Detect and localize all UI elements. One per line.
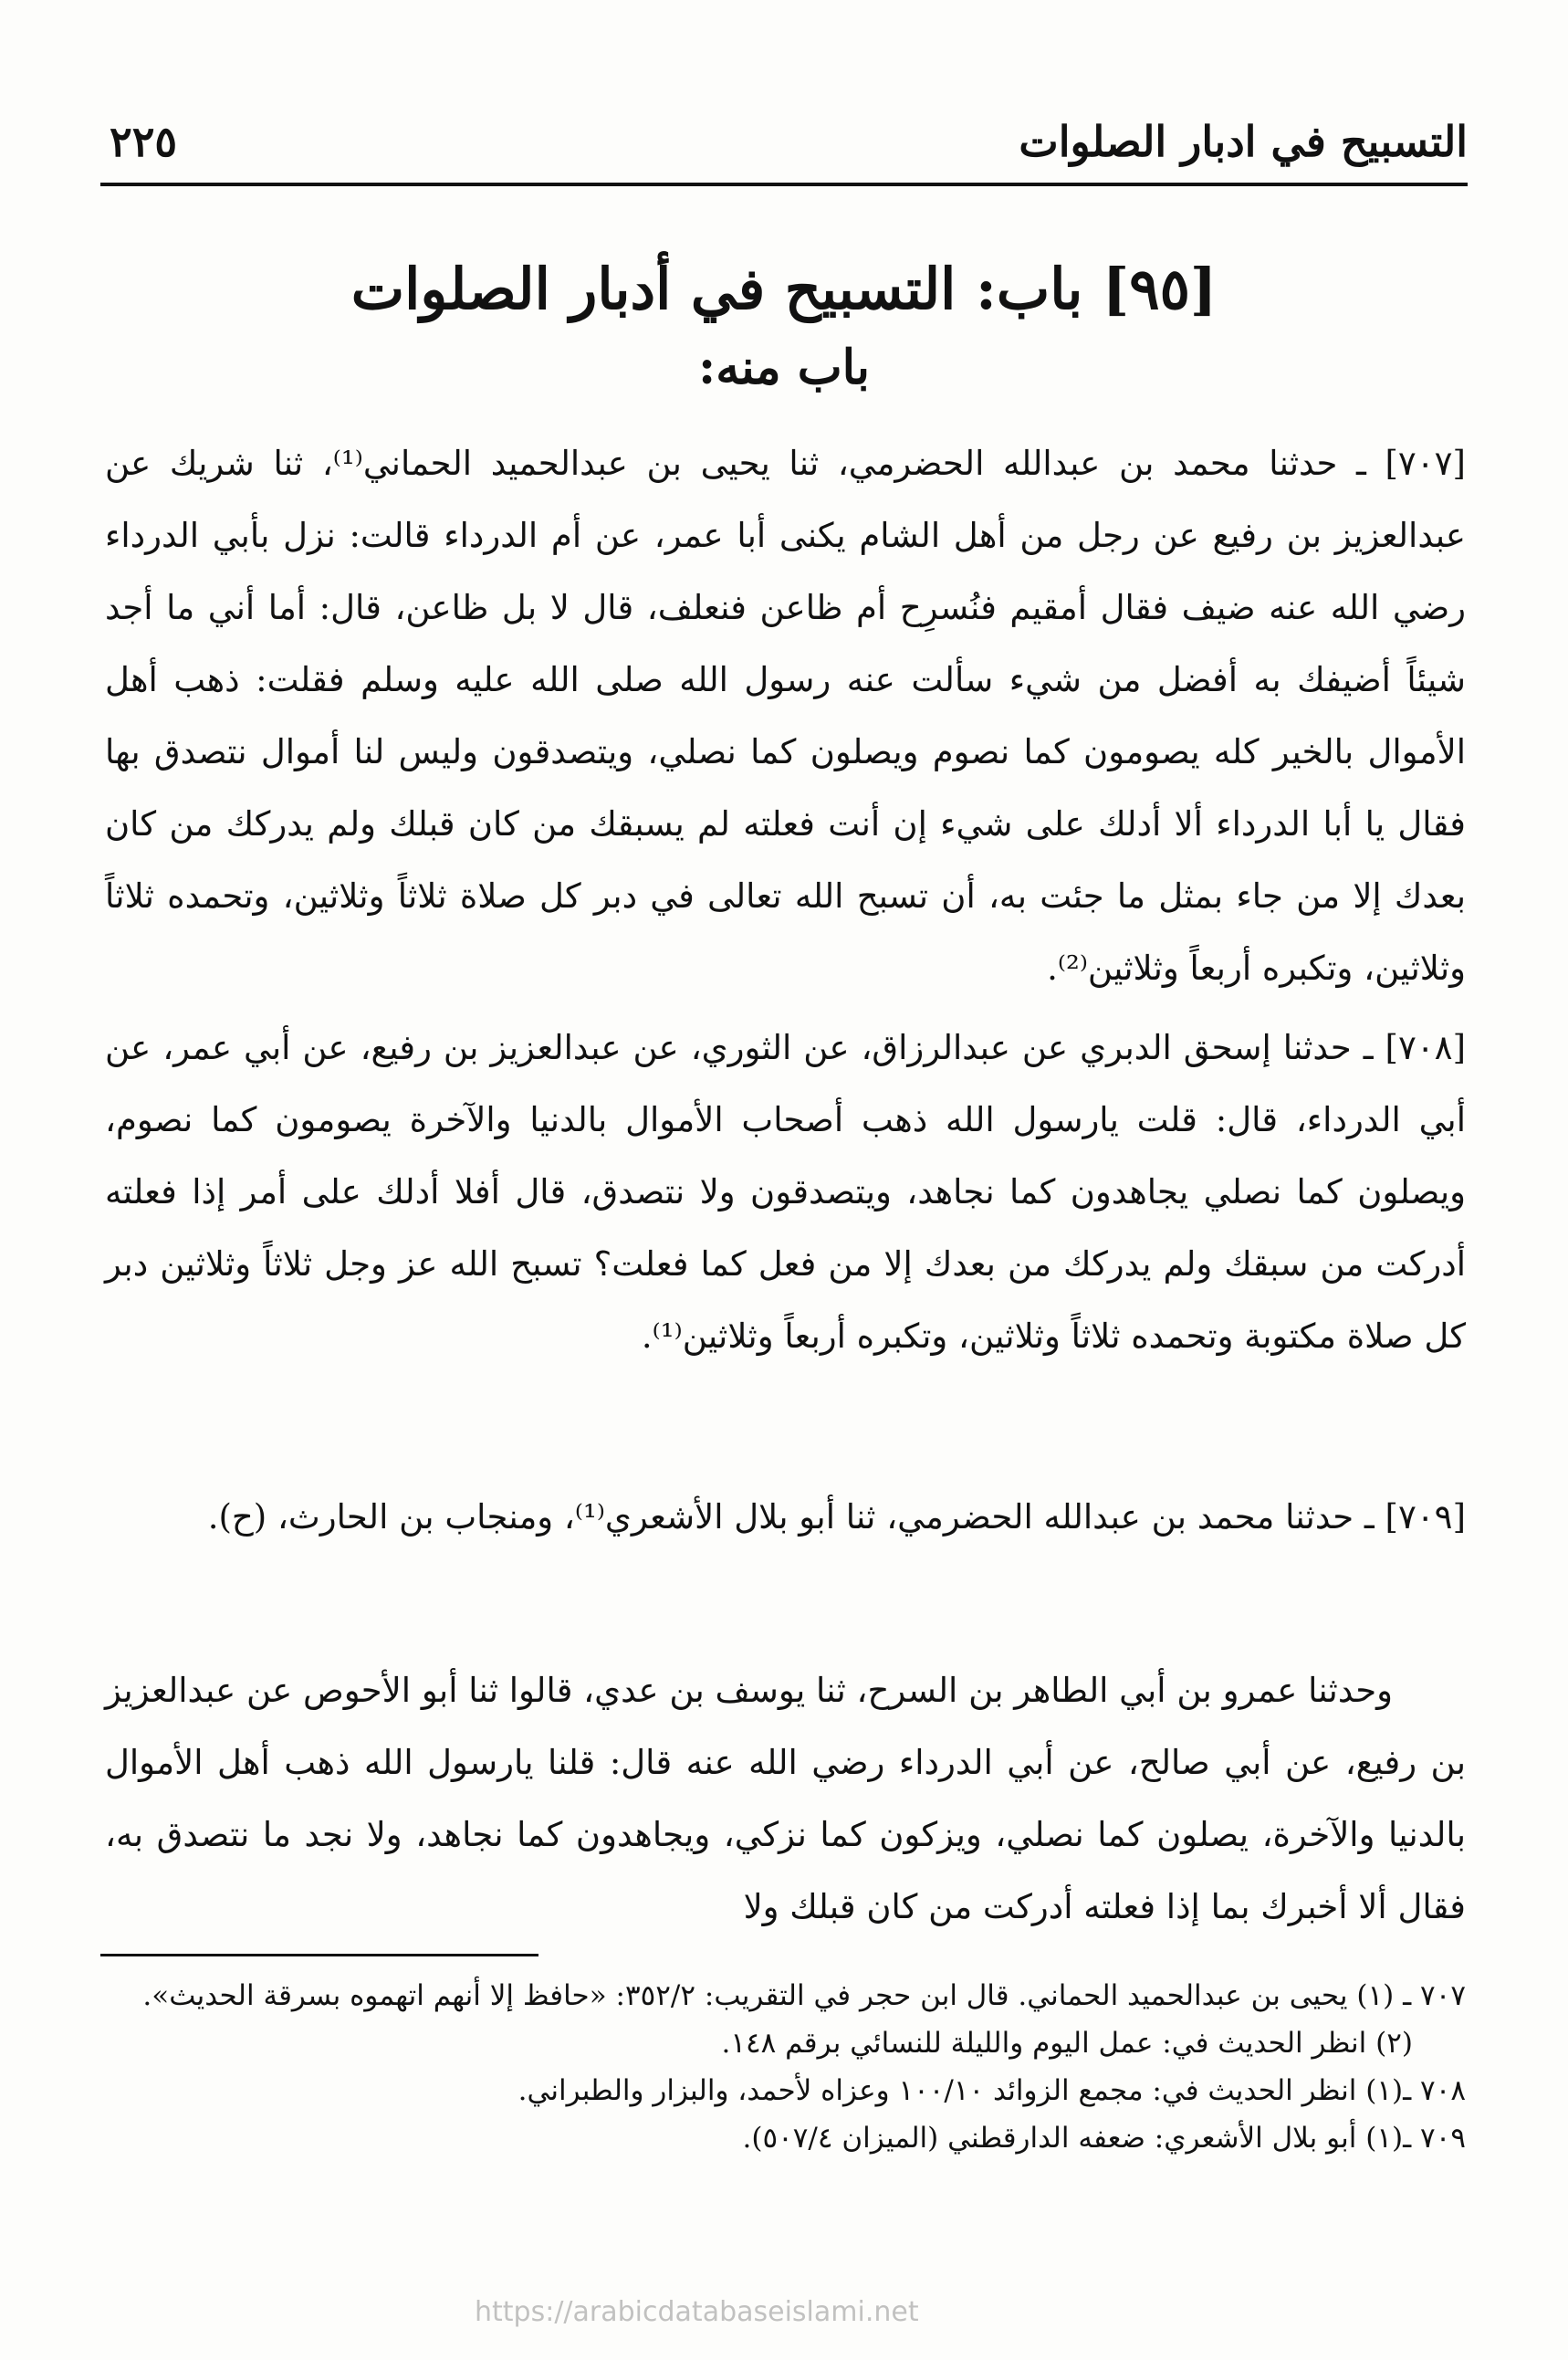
hadith-number: [٧٠٨]: [1385, 1028, 1466, 1067]
running-title: التسبيح في ادبار الصلوات: [1019, 117, 1468, 166]
footnote-divider: [100, 1954, 538, 1956]
hadith-709: [105, 1481, 1466, 1553]
running-header: [100, 110, 1468, 186]
footnote-707-1: ٧٠٧ ـ (١) يحيى بن عبدالحميد الحماني. قال ابن حجر في التقريب: ٣٥٢/٢: «حافظ إلا أنهم اتهموه بسرقة الحديث».: [142, 1979, 1466, 2012]
chapter-title: [٩٥] باب: التسبيح في أدبار الصلوات: [350, 256, 1218, 322]
hadith-707: [105, 427, 1466, 1004]
page-number: ٢٢٥: [110, 117, 178, 166]
hadith-number: [٧٠٧]: [1385, 444, 1466, 483]
hadith-text: ـ حدثنا إسحق الدبري عن عبدالرزاق، عن الثوري، عن عبدالعزيز بن رفيع، عن أبي عمر، عن أبي الدرداء، قال: قلت يارسول الله ذهب أصحاب الأموال بالدنيا والآخرة يصومون كما نصوم، ويصلون كما نصلي يجاهدون كما نجاهد، ويتصدقون ولا نتصدق، قال أفلا أدلك على أمر إذا فعلته أدركت من سبقك ولم يدركك من بعدك إلا من فعل كما فعلت؟ تسبح الله عز وجل ثلاثاً وثلاثين دبر كل صلاة مكتوبة وتحمده ثلاثاً وثلاثين، وتكبره أربعاً وثلاثين⁽¹⁾.: [105, 1028, 1466, 1356]
hadith-number: [٧٠٩]: [1385, 1497, 1466, 1537]
hadith-709-continuation: وحدثنا عمرو بن أبي الطاهر بن السرح، ثنا يوسف بن عدي، قالوا ثنا أبو الأحوص عن عبدالعزيز بن رفيع، عن أبي صالح، عن أبي الدرداء رضي الله عنه قال: قلنا يارسول الله ذهب أهل الأموال بالدنيا والآخرة، يصلون كما نصلي، ويزكون كما نزكي، ويجاهدون كما نجاهد، ولا نجد ما نتصدق به، فقال ألا أخبرك بما إذا فعلته أدركت من كان قبلك ولا: [105, 1671, 1466, 1926]
hadith-text: ـ حدثنا محمد بن عبدالله الحضرمي، ثنا أبو بلال الأشعري⁽¹⁾، ومنجاب بن الحارث، (ح).: [207, 1497, 1385, 1537]
footnote-709-1: ٧٠٩ ـ(١) أبو بلال الأشعري: ضعفه الدارقطني (الميزان ٥٠٧/٤).: [742, 2122, 1466, 2155]
footnote-707-2: (٢) انظر الحديث في: عمل اليوم والليلة للنسائي برقم ١٤٨.: [721, 2027, 1413, 2060]
watermark: https://arabicdatabaseislami.net: [475, 2296, 919, 2328]
hadith-708: [105, 1012, 1466, 1372]
chapter-subtitle: باب منه:: [698, 340, 870, 395]
footnotes: [102, 1972, 1466, 2162]
hadith-text: ـ حدثنا محمد بن عبدالله الحضرمي، ثنا يحيى بن عبدالحميد الحماني⁽¹⁾، ثنا شريك عن عبدالعزيز بن رفيع عن رجل من أهل الشام يكنى أبا عمر، عن أم الدرداء قالت: نزل بأبي الدرداء رضي الله عنه ضيف فقال أمقيم فنُسرِح أم ظاعن فنعلف، قال لا بل ظاعن، قال: أما أني ما أجد شيئاً أضيفك به أفضل من شيء سألت عنه رسول الله صلى الله عليه وسلم فقلت: ذهب أهل الأموال بالخير كله يصومون كما نصوم ويصلون كما نصلي، ويتصدقون وليس لنا أموال نتصدق بها فقال يا أبا الدرداء ألا أدلك على شيء إن أنت فعلته لم يسبقك من كان قبلك ولم يدركك من كان بعدك إلا من جاء بمثل ما جئت به، أن تسبح الله تعالى في دبر كل صلاة ثلاثاً وثلاثين، وتحمده ثلاثاً وثلاثين، وتكبره أربعاً وثلاثين⁽²⁾.: [105, 444, 1466, 988]
footnote-708-1: ٧٠٨ ـ(١) انظر الحديث في: مجمع الزوائد ١٠٠/١٠ وعزاه لأحمد، والبزار والطبراني.: [517, 2074, 1466, 2107]
